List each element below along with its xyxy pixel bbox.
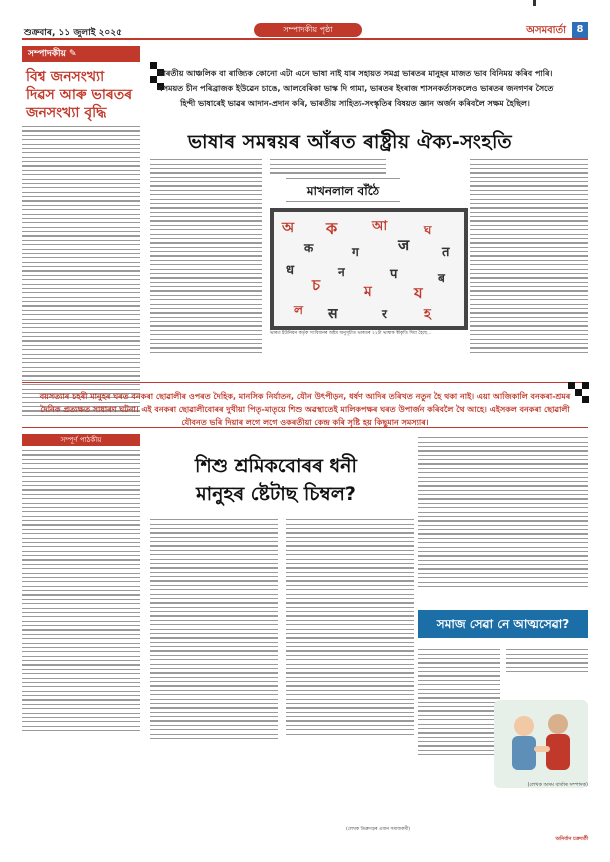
pull-quote: ভাৰতীয় আঞ্চলিক বা ৰাজ্যিক কোনো এটা এনে ভাষা নাই যাৰ সহায়ত সমগ্ৰ ভাৰতৰ মানুহৰ মাজত ভাব বিনিময় কৰিব পাৰি। এসময়ত চীন পৰিব্ৰাজক ইউৱেন চাঙে, আলবেৰিকা ভাস্ক দি গামা, ভাৰতৰ ইংৰাজ শাসনকৰ্তাসকলেও ভাৰতৰ জনগণৰ সৈতে হিন্দী ভাষাৰেই ভাৱৰ আদান-প্ৰদান কৰি, ভাৰতীয় সাহিত্য-সংস্কৃতিৰ বিষয়ত জ্ঞান অৰ্জন কৰিবলৈ সক্ষম হৈছিল।	[156, 69, 554, 108]
svg-text:য: য	[414, 284, 423, 302]
child-headline-line2: মানুহৰ ষ্টেটাছ চিম্বল?	[196, 483, 356, 505]
letters-collage	[274, 212, 464, 326]
child-article-col1	[150, 516, 278, 742]
readers-banner: সম্পূৰ্ণ পাঠকীয়	[22, 434, 140, 446]
notice-text: বয়সত্যাৰ চহৰী মানুহৰ ঘৰত বনকৰা ছোৱালীৰ ওপৰত দৈহিক, মানসিক নিৰ্যাতন, যৌন উৎপীড়ন, ধৰ্ষণ আদিৰ তৰিখত নতুন হৈ থকা নাই। এয়া আজিকালি বনকৰা-শ্ৰমৰ দৈনিক প্ৰত্যক্ষত সাধাৰণ ঘটনা। এই বনকৰা ছোৱালীবোৰৰ দুখীয়া পিতৃ-মাতৃয়ে শিশু অৱস্থাতেই মালিকপক্ষৰ ঘৰত উপাৰ্জন কৰিবলৈ থৈ আহে। এইসকল বনকৰা ছোৱালী যৌবনত ভৰি দিয়াৰ লগে লগে ওকৰতীয়া কেন্দ্ৰ কৰি সৃষ্টি হয় কিছুমান সমস্যাৰ।	[39, 392, 571, 427]
top-strip	[0, 0, 610, 12]
svg-text:ক: ক	[326, 219, 338, 238]
page-number-badge: 8	[572, 22, 588, 38]
editorial-title	[26, 68, 140, 122]
editorial-banner: সম্পাদকীয় ✎	[22, 46, 140, 62]
main-headline: ভাষাৰ সমন্বয়ৰ আঁৰত ৰাষ্ট্ৰীয় ঐক্য-সংহতি	[187, 131, 513, 153]
notice-box	[22, 382, 588, 428]
main-article-col2	[270, 156, 386, 177]
social-article-col1	[418, 646, 500, 759]
section-label: সম্পাদকীয় পৃষ্ঠা	[254, 23, 362, 37]
child-article-footer: (লেখক ডিব্ৰুগড়ৰ এজন সমাজকৰ্মী)	[346, 827, 410, 832]
editorial-title-line3: জনসংখ্যা বৃদ্ধি	[26, 105, 107, 121]
child-article-col2	[286, 516, 414, 738]
social-article-footer: (লেখক অসম বাৰ্তাৰ সম্পাদক)	[527, 782, 588, 788]
page-header	[22, 22, 588, 40]
svg-text:হ: হ	[424, 307, 431, 322]
svg-text:र: र	[382, 307, 387, 321]
byline: মাখনলাল বাঁঠৈ	[286, 178, 400, 202]
child-labour-headline	[150, 452, 402, 508]
main-article-col1	[150, 156, 262, 356]
svg-text:प: प	[390, 267, 398, 282]
svg-text:আ: আ	[372, 219, 388, 234]
editorial-title-line1: বিশ্ব জনসংখ্যা	[26, 69, 105, 85]
svg-text:न: न	[338, 265, 345, 279]
svg-text:ল: ল	[294, 303, 303, 317]
svg-text:ध: ध	[286, 263, 294, 278]
svg-text:ম: ম	[364, 284, 372, 300]
svg-text:ঘ: ঘ	[424, 223, 432, 237]
header-date: শুক্ৰবাৰ, ১১ জুলাই ২০২৫	[24, 28, 122, 38]
social-article-author: অনিৰ্বান চক্ৰবৰ্তী	[555, 836, 588, 842]
child-headline-line1: শিশু শ্ৰমিকবোৰৰ ধনী	[195, 455, 357, 477]
svg-text:ज: ज	[398, 236, 410, 254]
continued-article-column	[418, 434, 588, 590]
svg-text:ब: ब	[438, 271, 445, 285]
social-service-headline: সমাজ সেৱা নে আত্মসেৱা?	[418, 610, 588, 638]
svg-text:ग: ग	[352, 245, 359, 259]
editorial-title-line2: দিৱস আৰু ভাৰতৰ	[26, 87, 133, 103]
helping-hands-illustration	[494, 700, 588, 788]
social-article-col2	[506, 646, 588, 675]
svg-text:অ: অ	[282, 220, 295, 236]
readers-body	[22, 450, 140, 731]
figure-caption: ভাৰত ইউনিয়ন কৰ্তৃক সংবিধানৰ অষ্টম অনুসূচীত ভাৰতৰ ২২টা ভাষাক স্বীকৃতি দিয়া হৈছে...	[270, 331, 432, 336]
svg-text:চ: চ	[312, 276, 321, 294]
checker-decoration-2	[568, 382, 588, 404]
editorial-column	[22, 46, 140, 419]
svg-text:स: स	[328, 306, 338, 322]
editorial-body	[22, 126, 140, 416]
newspaper-logo: অসমবাৰ্তা	[526, 25, 566, 36]
main-article-col3	[470, 156, 588, 356]
svg-text:क: क	[304, 241, 314, 255]
language-collage-image	[270, 208, 468, 330]
social-illustration	[494, 700, 588, 788]
readers-column	[22, 434, 140, 734]
svg-text:त: त	[442, 245, 450, 260]
top-tick	[533, 0, 536, 6]
